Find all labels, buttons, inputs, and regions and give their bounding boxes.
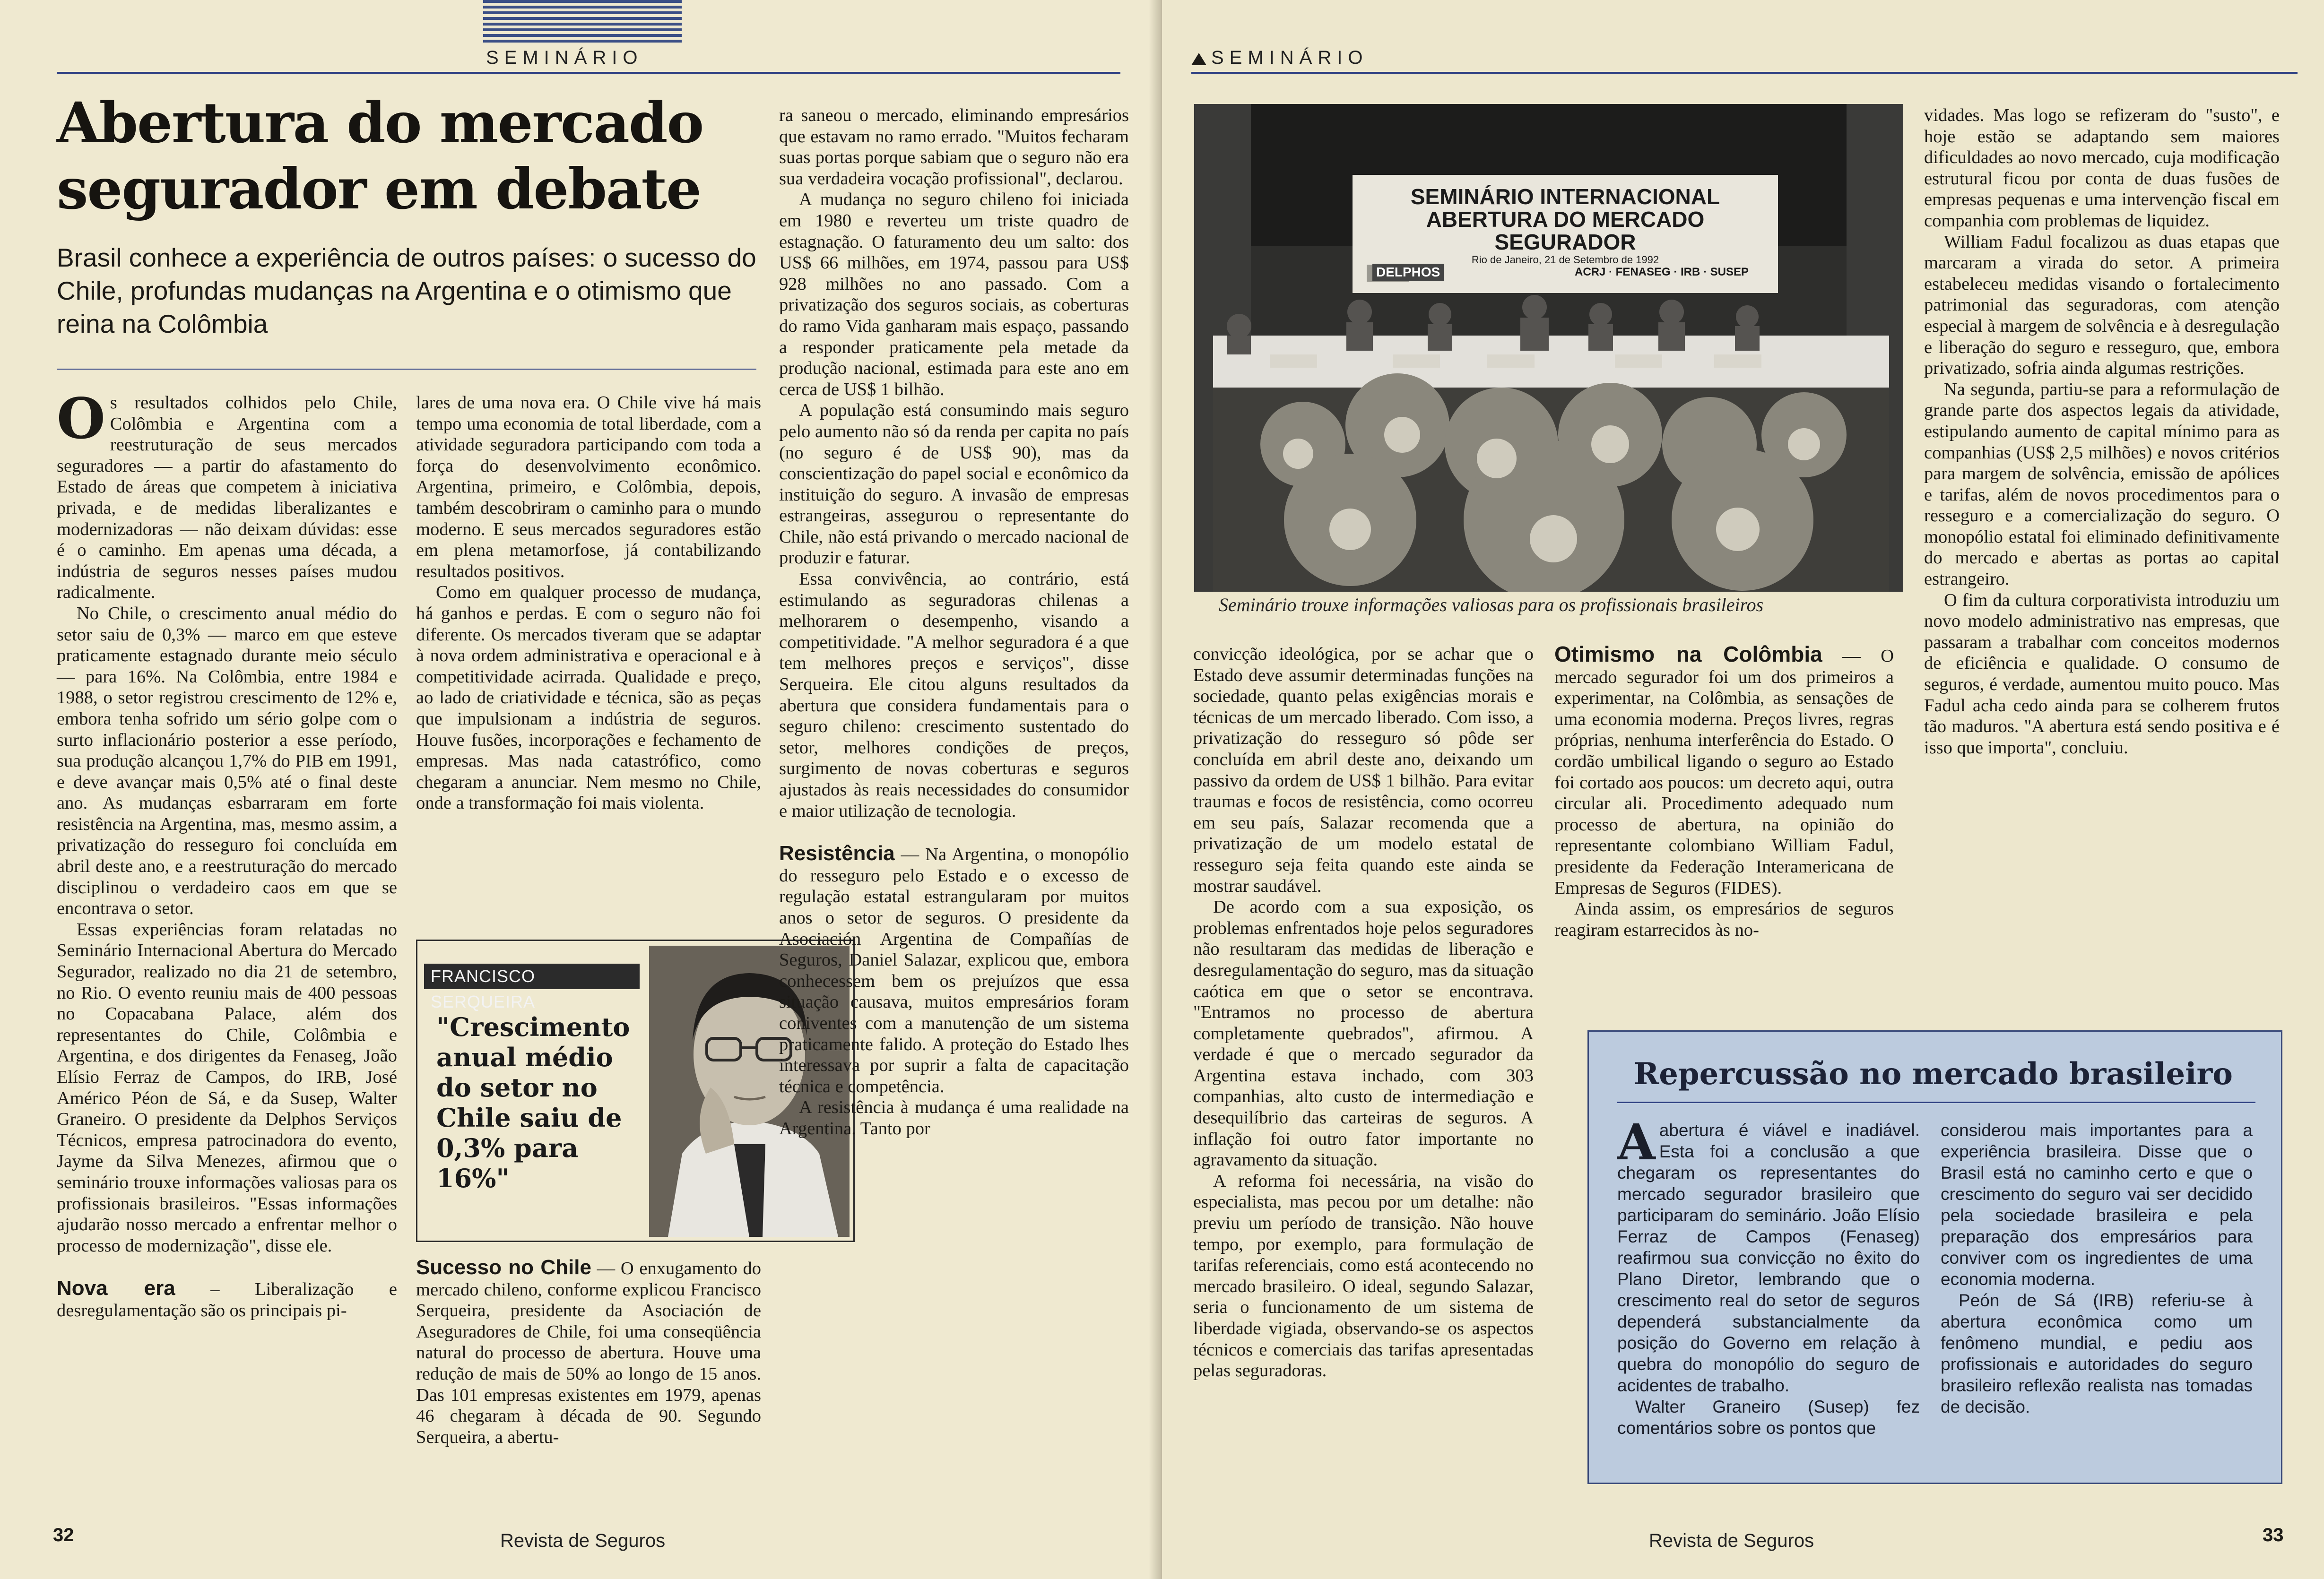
sidebar-title-rule [1617,1102,2255,1103]
paragraph: lares de uma nova era. O Chile vive há mais tempo uma economia de total liberdade, com a atividade seguradora participando com toda a força do desenvolvimento econômico. Argentina, primeiro, e Colômbia, depois, também descobriram o caminho para o mundo moderno. E seus mercados seguradores estão em plena metamorfose, já contabilizando resultados positivos. [416,393,761,581]
paragraph: Ainda assim, os empresários de seguros reagiram estarrecidos às no- [1554,899,1894,940]
paragraph: O fim da cultura corporativista introduziu um novo modelo administrativo nas empresas, que passaram a trabalhar com conceitos modernos de eficiência e qualidade. O consumo de seguros, é verdade, aumentou muito pouco. Mas Fadul acha cedo ainda para se colherem frutos tão maduros. "A abertura está sendo positiva e é isso que importa", concluiu. [1924,590,2280,758]
drop-cap: A [1617,1113,1656,1171]
paragraph [1554,644,1894,898]
banner-line-1: SEMINÁRIO INTERNACIONAL [1410,184,1720,209]
article-column-6 [1924,105,2280,758]
paragraph: A reforma foi necessária, na visão do especialista, mas pecou por um detalhe: não previu um período de transição. Não houve tempo, por exemplo, para formulação de tarifas referenciais, como está acontecendo no mercado brasileiro. O ideal, segundo Salazar, seria o funcionamento de um sistema de liberdade vigiada, observando-se os aspectos técnicos e comerciais das tarifas apresentadas pelas seguradoras. [1193,1171,1534,1381]
paragraph: Walter Graneiro (Susep) fez comentários sobre os pontos que [1617,1397,1920,1438]
banner-sponsor: DELPHOS [1372,264,1444,281]
paragraph: A mudança no seguro chileno foi iniciada em 1980 e reverteu um triste quadro de estagnação. O faturamento deu um salto: dos US$ 66 milhões, em 1974, passou para US$ 928 milhões no ano passado. Com a privatização dos seguros sociais, as coberturas do ramo Vida ganharam mais espaço, passando a responder praticamente pela metade da produção nacional, estimada para este ano em cerca de US$ 1 bilhão. [779,190,1129,399]
headline [57,90,766,222]
paragraph-text: — O mercado segurador foi um dos primeiros a experimentar, na Colômbia, as sensações de uma economia moderna. Preços livres, regras próprias, nenhuma interferência do Estado. O cordão umbilical ligando o seguro ao Estado foi cortado aos poucos: um decreto aqui, outra circular ali. Procedimento adequado num processo de abertura, na opinião do representante colombiano William Fadul, presidente da Federação Interamericana de Empresas de Seguros (FIDES). [1554,646,1894,898]
paragraph [1617,1113,1920,1396]
paragraph: Essa convivência, ao contrário, está estimulando as seguradoras chilenas a melhorarem o desempenho, visando a competitividade. "A melhor seguradora é a que tem melhores preços e serviços", disse Serqueira. Ele citou alguns resultados da abertura que considera fundamentais para o seguro chileno: crescimento sustentado do setor, melhores condições de preços, surgimento de novas coberturas e seguros ajustados às reais necessidades do consumidor e maior utilização de tecnologia. [779,569,1129,821]
paragraph [416,1257,761,1448]
subhead-otimismo-na-colombia: Otimismo na Colômbia [1554,642,1822,666]
conference-photo [1194,104,1903,592]
paragraph: No Chile, o crescimento anual médio do setor saiu de 0,3% — marco em que esteve praticamente estagnado durante meio século — para 16%. Na Colômbia, entre 1984 e 1988, o setor registrou crescimento de 12% e, embora tenha sofrido um sério golpe com o surto inflacionário posterior a esse período, sua produção alcançou 1,7% do PIB em 1991, e deve avançar mais 0,5% até o final deste ano. As mudanças esbarraram em forte resistência na Argentina, mas, mesmo assim, a privatização do resseguro foi concluída em abril deste ano, e a reestruturação do mercado disciplinou o verdadeiro caos em que se encontrava o setor. [57,603,397,919]
page-number: 32 [53,1525,74,1545]
paragraph: ra saneou o mercado, eliminando empresários que estavam no ramo errado. "Muitos fecharam suas portas porque sabiam que o seguro não era sua verdadeira vocação profissional", declarou. [779,105,1129,189]
magazine-name: Revista de Seguros [500,1530,666,1551]
sidebar-column-2 [1941,1120,2253,1417]
paragraph [57,1278,397,1321]
section-label: SEMINÁRIO [1211,47,1369,68]
paragraph: vidades. Mas logo se refizeram do "susto", e hoje estão se adaptando sem maiores dificuldades ao novo mercado, cuja modificação estrutural ficou por conta de duas fusões de empresas pequenas e uma intervenção fiscal em companhia com problemas de liquidez. [1924,105,2280,231]
paragraph: Essas experiências foram relatadas no Seminário Internacional Abertura do Mercado Segurador, realizado no dia 21 de setembro, no Rio. O evento reuniu mais de 400 pessoas no Copacabana Palace, além dos representantes do Chile, Colômbia e Argentina, e dos dirigentes da Fenaseg, João Elísio Ferraz de Campos, do IRB, José Américo Péon de Sá, e da Susep, Walter Graneiro. O presidente da Delphos Serviços Técnicos, empresa patrocinadora do evento, Jayme da Silva Menezes, afirmou que o seminário trouxe informações valiosas para os profissionais brasileiros. "Essas informações ajudarão nosso mercado a enfrentar melhor o processo de modernização", disse ele. [57,919,397,1256]
paragraph: convicção ideológica, por se achar que o Estado deve assumir determinadas funções na sociedade, quanto pelas exigências morais e técnicas de um mercado liberado. Com isso, a privatização do resseguro só pôde ser concluída em abril deste ano, deixando um passivo da ordem de US$ 1 bilhão. Para evitar traumas e focos de resistência, como ocorreu em seu país, Salazar recomenda que a privatização de um modelo estatal de resseguro seja feita quando este ainda se mostrar saudável. [1193,644,1534,896]
article-column-3 [779,105,1129,1139]
article-column-2-bottom [416,1257,761,1448]
paragraph: Como em qualquer processo de mudança, há ganhos e perdas. E com o seguro não foi diferente. Os mercados tiveram que se adaptar à nova ordem administrativa e operacional e à competitividade acirrada. Qualidade e preço, ao lado de criatividade e técnica, são as peças que impulsionam a indústria de seguros. Houve fusões, incorporações e fechamento de empresas. Mas nada catastrófico, como chegaram a anunciar. Nem mesmo no Chile, onde a transformação foi mais violenta. [416,582,761,813]
paragraph-text: s resultados colhidos pelo Chile, Colômbia e Argentina com a reestruturação de seus mercados seguradores — a partir do afastamento do Estado de áreas que competem à iniciativa privada, e de medidas liberalizantes e modernizadoras — não deixam dúvidas: esse é o caminho. Em apenas uma década, a indústria de seguros nesses países mudou radicalmente. [57,393,397,603]
paragraph [779,843,1129,1097]
deck-rule [57,369,756,370]
triangle-icon [1191,53,1206,65]
paragraph: William Fadul focalizou as duas etapas que marcaram a virada do setor. A primeira estabeleceu medidas visando o fortalecimento patrimonial das seguradoras, com atenção especial à margem de solvência e à desregulação e liberação do seguro e resseguro, que, embora privatizado, sofria ainda algumas restrições. [1924,232,2280,379]
page-number: 33 [2263,1525,2284,1545]
paragraph-text: — O enxugamento do mercado chileno, conforme explicou Francisco Serqueira, presidente da Asociación de Aseguradores de Chile, foi uma conseqüência natural do processo de abertura. Houve uma redução de mais de 50% ao longo de 15 anos. Das 101 empresas existentes em 1979, apenas 46 chegaram à década de 90. Segundo Serqueira, a abertu- [416,1259,761,1447]
header-stripe-ornament [483,0,682,43]
paragraph: A resistência à mudança é uma realidade na Argentina. Tanto por [779,1097,1129,1139]
sidebar-column-1 [1617,1113,1920,1439]
paragraph: considerou mais importantes para a experiência brasileira. Disse que o Brasil está no caminho certo e que o crescimento do seguro vai ser decidido pela sociedade brasileira e pela preparação dos empresários para conviver com os ingredientes de uma economia moderna. [1941,1121,2253,1289]
quote-attribution: FRANCISCO SERQUEIRA [424,964,640,989]
paragraph-text: — Na Argentina, o monopólio do resseguro pelo Estado e o excesso de regulação estatal estrangularam por muitos anos o setor de seguros. O presidente da Asociación Argentina de Compañías de Seguros, Daniel Salazar, explicou que, embora conhecessem bem os prejuízos que essa situação causava, muitos empresários foram coniventes com a manutenção de um sistema praticamente falido. A proteção do Estado lhes interessava por suprir a falta de capacitação técnica e competência. [779,845,1129,1096]
article-column-5 [1554,644,1894,940]
sidebar-box [1587,1030,2282,1484]
paragraph: A população está consumindo mais seguro pelo aumento não só da renda per capita no país (no seguro é de US$ 90), mas da conscientização do papel social e econômico da instituição do seguro. A invasão de empresas estrangeiras, assegurou o representante do Chile, não está privando o mercado nacional de produzir e faturar. [779,400,1129,568]
article-column-4 [1193,644,1534,1381]
headline-line-2: segurador em debate [57,156,701,222]
paragraph-text: – Liberalização e desregulamentação são os principais pi- [57,1279,397,1320]
deck-subtitle: Brasil conhece a experiência de outros países: o sucesso do Chile, profundas mudanças na Argentina e o otimismo que reina na Colômbia [57,243,756,338]
paragraph: Na segunda, partiu-se para a reformulação de grande parte dos aspectos legais da atividade, estipulando aumento de capital mínimo para as companhias (US$ 2,5 milhões) e novos critérios para margem de solvência, emissão de apólices e tarifas, além de novos procedimentos para o resseguro e a comercialização do seguro. O monopólio estatal foi eliminado definitivamente do mercado e abertas as portas ao capital estrangeiro. [1924,379,2280,589]
article-column-1 [57,386,397,1321]
section-label: SEMINÁRIO [486,47,643,68]
paragraph: De acordo com a sua exposição, os problemas enfrentados hoje pelos seguradores não resultaram das medidas de liberação e desregulamentação do seguro, mas da situação caótica em que o setor se encontrava. "Entramos no processo de abertura completamente quebrados", afirmou. A verdade é que o mercado segurador da Argentina estava inchado, com 303 companhias, alto custo de intermediação e desequilíbrio das carteiras de seguros. A inflação foi outro fator importante no agravamento da situação. [1193,897,1534,1170]
paragraph [57,386,397,603]
photo-caption: Seminário trouxe informações valiosas para os profissionais brasileiros [1219,594,1764,615]
subhead-nova-era: Nova era [57,1277,175,1300]
seminar-banner [1353,175,1778,293]
headline-line-1: Abertura do mercado [57,90,703,155]
magazine-name: Revista de Seguros [1649,1530,1814,1551]
paragraph: Peón de Sá (IRB) referiu-se à abertura econômica como um fenômeno mundial, e pediu aos profissionais e autoridades do seguro brasileiro reflexão realista nas tomadas de decisão. [1941,1291,2253,1416]
paragraph-text: abertura é viável e inadiável. Esta foi a conclusão a que chegaram os representantes do mercado segurador brasileiro que participaram do seminário. João Elísio Ferraz de Campos (Fenaseg) reafirmou sua convicção no êxito do Plano Diretor, lembrando que o crescimento real do setor de seguros dependerá substancialmente da posição do Governo em relação à quebra do monopólio do seguro de acidentes de trabalho. [1617,1121,1920,1395]
banner-line-3: Rio de Janeiro, 21 de Setembro de 1992 [1471,254,1659,266]
drop-cap: O [57,386,105,451]
header-rule [1191,72,2298,74]
subhead-resistencia: Resistência [779,842,895,865]
banner-orgs: ACRJ · FENASEG · IRB · SUSEP [1575,266,1749,278]
quote-text: "Crescimento anual médio do setor no Chile saiu de 0,3% para 16%" [436,1012,630,1193]
banner-line-2: ABERTURA DO MERCADO SEGURADOR [1426,207,1705,254]
right-page [1162,0,2324,1579]
header-rule [57,72,1120,74]
sidebar-title: Repercussão no mercado brasileiro [1634,1056,2233,1092]
subhead-sucesso-no-chile: Sucesso no Chile [416,1256,591,1279]
article-column-2-top [416,392,761,814]
